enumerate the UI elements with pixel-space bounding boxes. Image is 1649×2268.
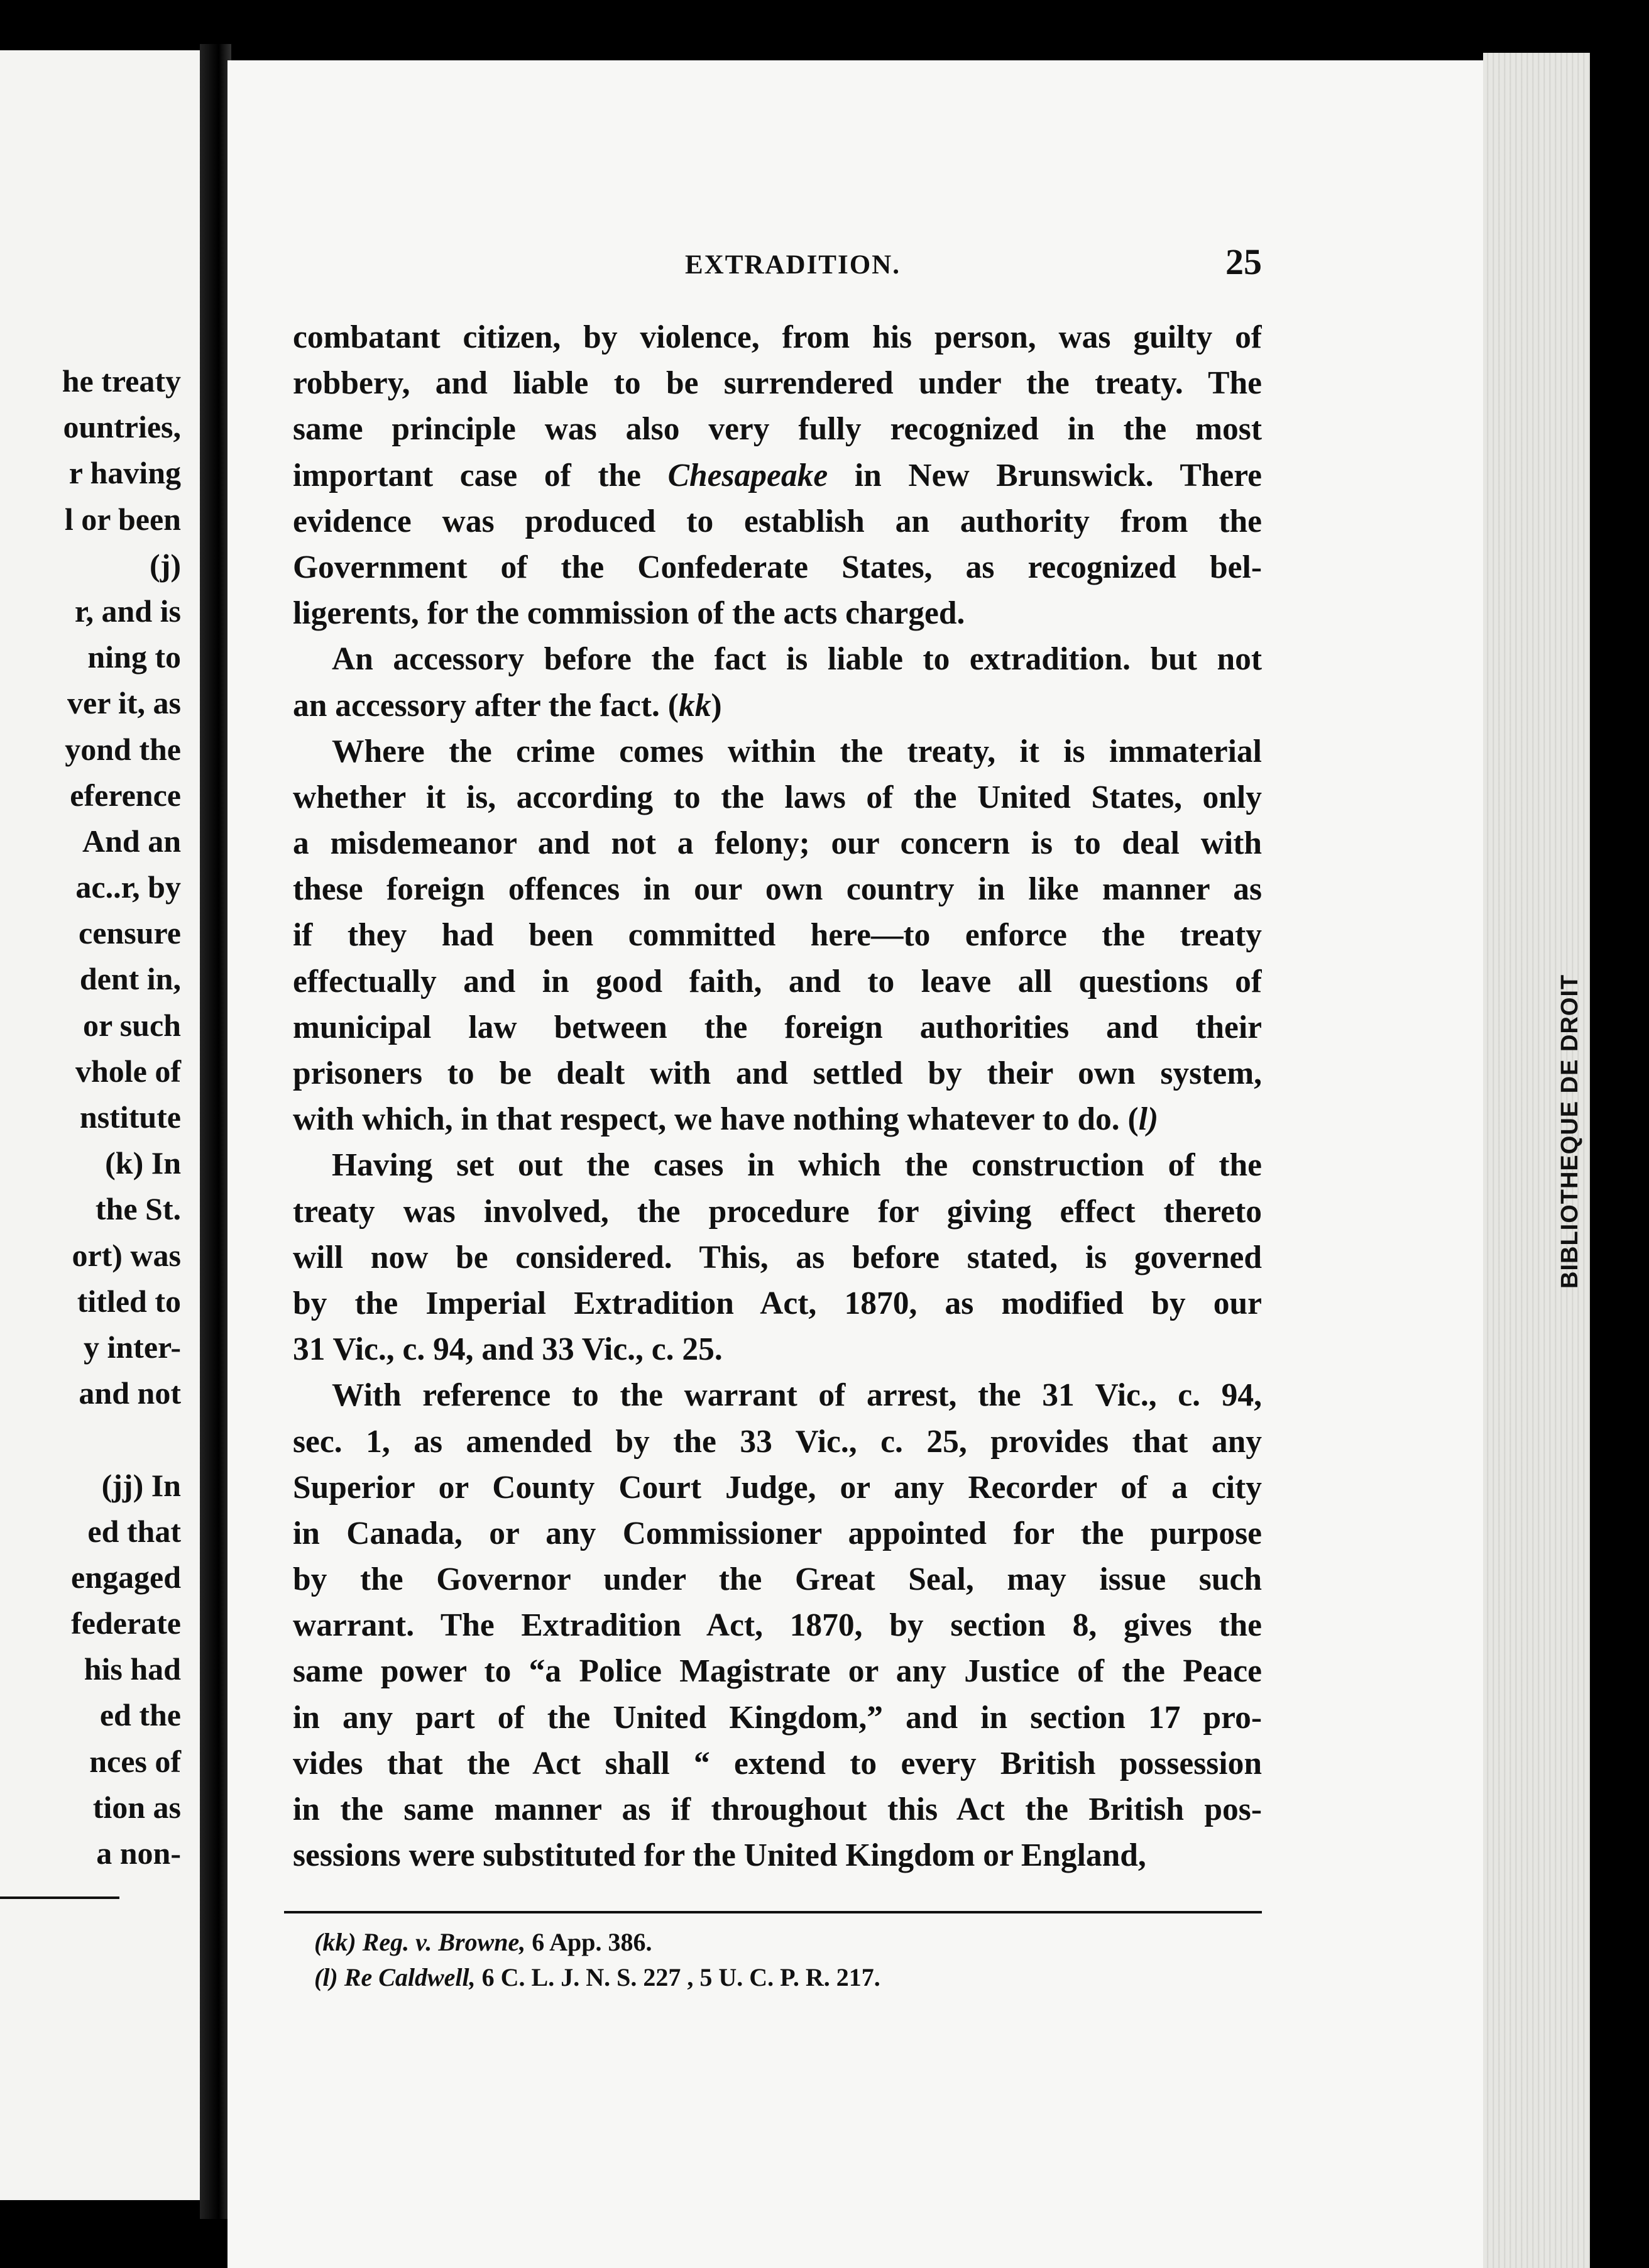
body-text [293,314,1262,1878]
body-line: same principle was also very fully recognized in the most [293,411,1262,448]
previous-page-line: l or been [64,501,181,537]
body-line: in Canada, or any Commissioner appointed for the purpose [293,1515,1262,1551]
body-line: With reference to the warrant of arrest, the 31 Vic., c. 94, [332,1377,1262,1414]
previous-page-line: eference [70,777,181,813]
previous-page-line [0,1416,189,1462]
previous-page-text [0,358,189,1876]
previous-page-line: titled to [77,1283,181,1319]
previous-page-line: ountries, [63,409,181,445]
footnote-label: (kk) [314,1928,356,1956]
previous-page-line: y inter- [83,1329,181,1365]
footnote [314,1960,880,1995]
body-line: will now be considered. This, as before stated, is governed [293,1239,1262,1275]
body-line: treaty was involved, the procedure for giving effect thereto [293,1193,1262,1230]
body-line: sessions were substituted for the United Kingdom or England, [293,1837,1146,1874]
body-line: with which, in that respect, we have nothing whatever to do. (l) [293,1101,1159,1138]
body-line: by the Governor under the Great Seal, may issue such [293,1561,1262,1598]
body-line: robbery, and liable to be surrendered under the treaty. The [293,365,1262,402]
body-line: if they had been committed here—to enforce the treaty [293,917,1262,954]
body-line: Superior or County Court Judge, or any Recorder of a city [293,1469,1262,1506]
previous-page-line: ning to [87,639,181,675]
previous-page [0,50,200,2200]
body-line: ligerents, for the commission of the acts charged. [293,595,965,632]
previous-page-line: (j) [150,547,181,583]
body-line: 31 Vic., c. 94, and 33 Vic., c. 25. [293,1331,723,1368]
previous-page-footnote-rule [0,1896,119,1899]
page-number: 25 [1225,241,1262,282]
footnote-label: (l) [314,1963,338,1991]
body-line: prisoners to be dealt with and settled by their own system, [293,1055,1262,1091]
previous-page-line: a non- [96,1836,181,1871]
previous-page-line: he treaty [62,363,181,399]
running-head: EXTRADITION. [685,250,901,280]
previous-page-line: ed that [87,1513,181,1549]
previous-page-line: yond the [65,731,181,767]
body-line: a misdemeanor and not a felony; our concern is to deal with [293,825,1262,862]
previous-page-line: vhole of [75,1053,181,1089]
body-line: warrant. The Extradition Act, 1870, by section 8, gives the [293,1607,1262,1644]
previous-page-line: dent in, [79,961,181,997]
previous-page-line: r, and is [74,593,181,629]
previous-page-line: the St. [95,1191,181,1227]
previous-page-line: his had [84,1651,181,1687]
previous-page-line: federate [71,1605,181,1641]
previous-page-line: nstitute [79,1099,181,1135]
body-line: an accessory after the fact. (kk) [293,687,722,724]
body-line: combatant citizen, by violence, from his person, was guilty of [293,319,1262,355]
previous-page-line: ac..r, by [75,869,181,905]
previous-page-line: r having [68,455,181,491]
body-line: effectually and in good faith, and to leave all questions of [293,963,1262,999]
previous-page-line: or such [82,1007,181,1043]
previous-page-line: ed the [99,1697,181,1733]
body-line: Government of the Confederate States, as recognized bel- [293,549,1262,585]
body-line: vides that the Act shall “ extend to every British possession [293,1745,1262,1781]
previous-page-line: engaged [71,1559,181,1595]
body-line: Where the crime comes within the treaty, it is immaterial [332,733,1262,769]
footnote-cite: 6 App. 386. [532,1928,652,1956]
body-line: important case of the Chesapeake in New Brunswick. There [293,457,1262,493]
footnote-case: Re Caldwell, [344,1963,476,1991]
footnote [314,1925,880,1960]
body-line: evidence was produced to establish an authority from the [293,503,1262,539]
body-line: in the same manner as if throughout this Act the British pos- [293,1792,1262,1827]
body-line: whether it is, according to the laws of the United States, only [293,779,1262,815]
body-line: in any part of the United Kingdom,” and in section 17 pro- [293,1699,1262,1736]
library-stamp: BIBLIOTHEQUE DE DROIT [1557,974,1583,1289]
previous-page-line: (jj) In [101,1467,181,1503]
footnotes [314,1925,880,1995]
previous-page-line: nces of [89,1743,181,1779]
body-line: Having set out the cases in which the construction of the [332,1147,1262,1184]
body-line: municipal law between the foreign authorities and their [293,1009,1262,1045]
previous-page-line: censure [79,915,181,951]
previous-page-line: (k) In [105,1145,181,1181]
footnote-rule [284,1911,1262,1913]
book-gutter [200,44,231,2219]
previous-page-line: ver it, as [67,685,181,721]
footnote-cite: 6 C. L. J. N. S. 227 , 5 U. C. P. R. 217. [481,1963,880,1991]
body-line: same power to “a Police Magistrate or any Justice of the Peace [293,1653,1262,1690]
previous-page-line: tion as [92,1789,181,1825]
previous-page-line: ort) was [72,1237,181,1273]
body-line: by the Imperial Extradition Act, 1870, as modified by our [293,1285,1262,1321]
previous-page-line: And an [82,823,181,859]
footnote-case: Reg. v. Browne, [362,1928,526,1956]
body-line: these foreign offences in our own country in like manner as [293,871,1262,908]
previous-page-line: and not [79,1375,181,1411]
body-line: An accessory before the fact is liable to extradition. but not [332,641,1262,678]
body-line: sec. 1, as amended by the 33 Vic., c. 25, provides that any [293,1423,1262,1460]
